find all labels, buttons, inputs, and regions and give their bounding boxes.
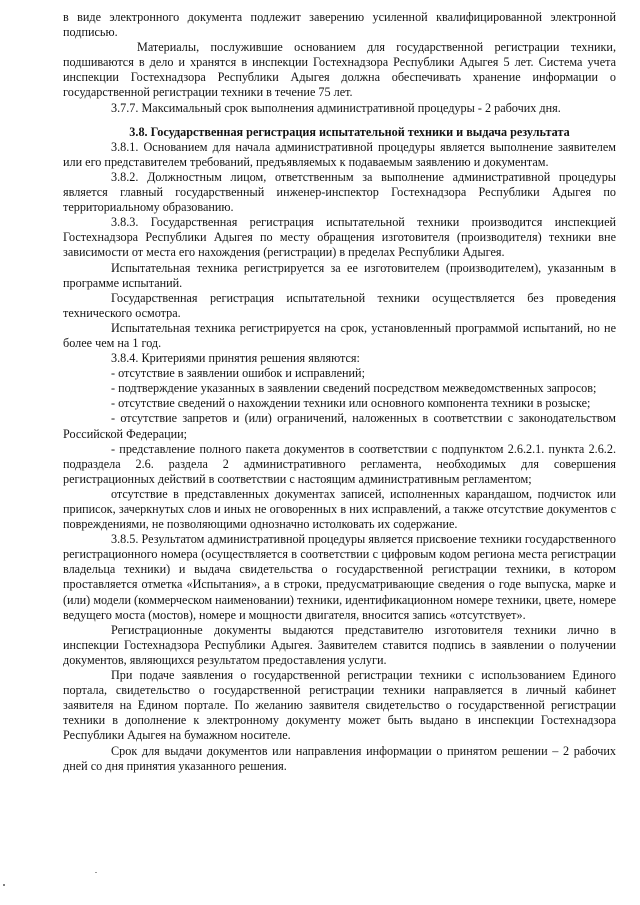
scan-speck (3, 884, 5, 886)
paragraph-no-inspection: Государственная регистрация испытательной техники осуществляется без проведения технического осмотра. (63, 290, 616, 320)
criteria-item-6: отсутствие в представленных документах записей, исполненных карандашом, подчисток или приписок, зачеркнутых слов и иных не оговоренных в них исправлений, а также отсутствие документов с повреждениями, не позволяющими однозначно истолковать их содержание. (63, 486, 616, 532)
paragraph-3-8-1: 3.8.1. Основанием для начала административной процедуры является выполнение заявителем или его представителем требований, предъявляемых к подаваемым заявлению и документам. (63, 139, 616, 169)
paragraph-3-8-2: 3.8.2. Должностным лицом, ответственным за выполнение административной процедуры является главный государственный инженер-инспектор Гостехнадзора Республики Адыгея по территориальному образованию. (63, 169, 616, 215)
paragraph-continuation: в виде электронного документа подлежит заверению усиленной квалифицированной электронной подписью. (63, 10, 616, 40)
scan-speck-small (95, 872, 97, 873)
paragraph-3-8-4: 3.8.4. Критериями принятия решения являются: (111, 351, 360, 366)
paragraph-single-portal: При подаче заявления о государственной регистрации техники с использованием Единого портала, свидетельство о государственной регистрации техники направляется в личный кабинет заявителя на Едином портале. По желанию заявителя свидетельство о государственной регистрации техники в дополнение к электронному документу может быть выдано в инспекции Гостехнадзора Республики Адыгея на бумажном носителе. (63, 668, 616, 743)
criteria-item-3: - отсутствие сведений о нахождении техники или основного компонента техники в розыске; (111, 396, 591, 411)
paragraph-documents-issued: Регистрационные документы выдаются представителю изготовителя техники лично в инспекции Гостехнадзора Республики Адыгея. Заявителем ставится подпись в заявлении о получении документов, являющихся результатом предоставления услуги. (63, 622, 616, 667)
paragraph-deadline: Срок для выдачи документов или направления информации о принятом решении – 2 рабочих дней со дня принятия указанного решения. (63, 743, 616, 773)
criteria-item-2: - подтверждение указанных в заявлении сведений посредством межведомственных запросов; (111, 381, 597, 396)
paragraph-term: Испытательная техника регистрируется на срок, установленный программой испытаний, но не более чем на 1 год. (63, 320, 616, 350)
criteria-item-4: - отсутствие запретов и (или) ограничений, наложенных в соответствии с законодательством Российской Федерации; (63, 411, 616, 441)
document-page (63, 10, 616, 774)
paragraph-3-8-5: 3.8.5. Результатом административной процедуры является присвоение техники государственного регистрационного номера (осуществляется в соответствии с цифровым кодом региона места регистрации владельца техники) и выдача свидетельства о государственной регистрации техники, в котором проставляется отметка «Испытания», а в строки, предусматривающие сведения о годе выпуска, марке и (или) модели (коммерческом наименовании) техники, идентификационном номере техники, цвете, номере ведущего моста (мостов), номере и мощности двигателя, вносится запись «отсутствует». (63, 532, 616, 622)
criteria-item-1: - отсутствие в заявлении ошибок и исправлений; (111, 366, 365, 381)
paragraph-registration-owner: Испытательная техника регистрируется за ее изготовителем (производителем), указанным в программе испытаний. (63, 260, 616, 290)
paragraph-3-7-7: 3.7.7. Максимальный срок выполнения административной процедуры - 2 рабочих дня. (111, 100, 561, 115)
criteria-item-5: - представление полного пакета документов в соответствии с подпунктом 2.6.2.1. пункта 2.6.2. подраздела 2.6. раздела 2 административного регламента, необходимых для совершения регистрационных действий в соответствии с настоящим административным регламентом; (63, 441, 616, 486)
paragraph-3-8-3: 3.8.3. Государственная регистрация испытательной техники производится инспекцией Гостехнадзора Республики Адыгея по месту обращения изготовителя (производителя) техники вне зависимости от места его нахождения (регистрации) в пределах Республики Адыгея. (63, 215, 616, 260)
paragraph-materials: Материалы, послужившие основанием для государственной регистрации техники, подшиваются в дело и хранятся в инспекции Гостехнадзора Республики Адыгея 5 лет. Система учета инспекции Гостехнадзора Республики Адыгея должна обеспечивать хранение информации о государственной регистрации техники в течение 75 лет. (63, 40, 616, 100)
section-title-3-8: 3.8. Государственная регистрация испытательной техники и выдача результата (129, 124, 570, 139)
